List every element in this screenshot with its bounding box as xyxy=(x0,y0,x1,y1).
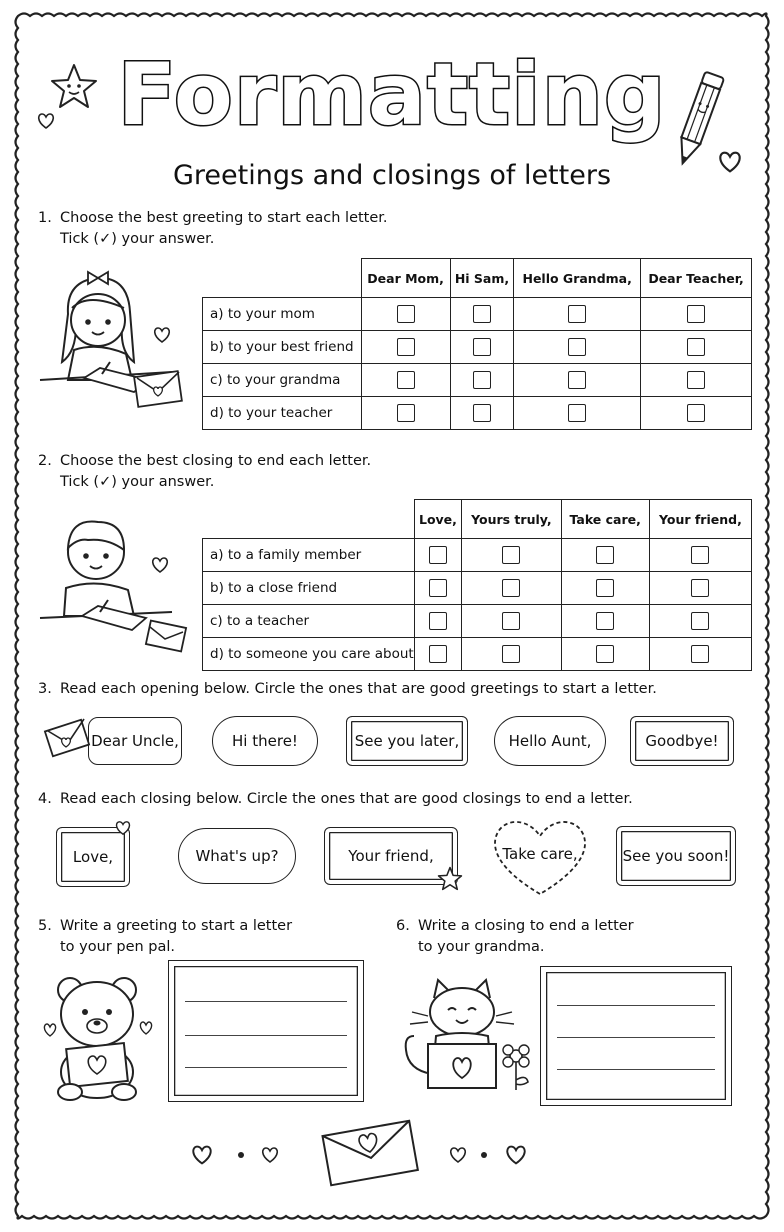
tick-checkbox[interactable] xyxy=(596,612,614,630)
tick-checkbox[interactable] xyxy=(397,305,415,323)
question-2-instruction: Tick (✓) your answer. xyxy=(60,474,215,490)
tick-checkbox[interactable] xyxy=(473,371,491,389)
dot-icon xyxy=(481,1152,487,1158)
column-header: Love, xyxy=(414,500,461,539)
teddy-bear-icon xyxy=(40,970,162,1102)
greeting-option-1[interactable]: Dear Uncle, xyxy=(88,717,182,765)
column-header: Dear Mom, xyxy=(361,259,450,298)
tick-checkbox[interactable] xyxy=(568,371,586,389)
cat-icon xyxy=(392,978,538,1096)
closing-table xyxy=(202,499,752,671)
answer-cell xyxy=(414,572,461,605)
answer-cell xyxy=(561,539,649,572)
tick-checkbox[interactable] xyxy=(429,546,447,564)
tick-checkbox[interactable] xyxy=(596,579,614,597)
tick-checkbox[interactable] xyxy=(502,645,520,663)
question-5-text-2: to your pen pal. xyxy=(60,939,176,955)
closing-option-1[interactable]: Love, xyxy=(56,827,130,887)
tick-checkbox[interactable] xyxy=(596,546,614,564)
row-label: a) to a family member xyxy=(203,539,415,572)
boy-writing-icon xyxy=(38,508,194,658)
closing-writing-box[interactable] xyxy=(540,966,732,1106)
answer-cell xyxy=(641,397,752,430)
answer-cell xyxy=(514,364,641,397)
tick-checkbox[interactable] xyxy=(429,579,447,597)
closing-option-3[interactable]: Your friend, xyxy=(324,827,458,885)
greeting-writing-box[interactable] xyxy=(168,960,364,1102)
column-header: Your friend, xyxy=(649,500,751,539)
tick-checkbox[interactable] xyxy=(596,645,614,663)
table-row xyxy=(203,397,752,430)
question-1-text: Choose the best greeting to start each letter. xyxy=(60,210,388,226)
question-3 xyxy=(38,679,657,700)
greeting-option-2[interactable]: Hi there! xyxy=(212,716,318,766)
question-4-text: Read each closing below. Circle the ones that are good closings to end a letter. xyxy=(60,791,633,807)
answer-cell xyxy=(462,572,561,605)
tick-checkbox[interactable] xyxy=(691,645,709,663)
tick-checkbox[interactable] xyxy=(502,546,520,564)
question-5-text: Write a greeting to start a letter xyxy=(60,918,293,934)
question-number: 5. xyxy=(38,918,52,934)
answer-cell xyxy=(561,605,649,638)
answer-cell xyxy=(561,638,649,671)
question-5 xyxy=(38,916,292,958)
row-label: c) to your grandma xyxy=(203,364,362,397)
envelope-icon xyxy=(42,713,92,763)
tick-checkbox[interactable] xyxy=(429,645,447,663)
closing-option-2[interactable]: What's up? xyxy=(178,828,296,884)
tick-checkbox[interactable] xyxy=(691,579,709,597)
table-row xyxy=(203,605,752,638)
question-number: 6. xyxy=(396,918,410,934)
answer-cell xyxy=(414,539,461,572)
greeting-option-3[interactable]: See you later, xyxy=(346,716,468,766)
page-subtitle: Greetings and closings of letters xyxy=(172,160,612,191)
tick-checkbox[interactable] xyxy=(568,404,586,422)
answer-cell xyxy=(641,298,752,331)
question-6-text-2: to your grandma. xyxy=(418,939,545,955)
heart-icon xyxy=(36,112,56,130)
envelope-icon xyxy=(318,1116,422,1188)
closing-option-5[interactable]: See you soon! xyxy=(616,826,736,886)
tick-checkbox[interactable] xyxy=(687,404,705,422)
heart-icon xyxy=(260,1146,280,1164)
table-row xyxy=(203,364,752,397)
tick-checkbox[interactable] xyxy=(687,338,705,356)
tick-checkbox[interactable] xyxy=(473,305,491,323)
tick-checkbox[interactable] xyxy=(568,338,586,356)
row-label: b) to your best friend xyxy=(203,331,362,364)
answer-cell xyxy=(649,605,751,638)
column-header: Hi Sam, xyxy=(450,259,514,298)
answer-cell xyxy=(414,605,461,638)
answer-cell xyxy=(462,605,561,638)
question-1 xyxy=(38,208,388,250)
answer-cell xyxy=(514,298,641,331)
page-title: Formatting xyxy=(117,45,667,145)
question-4 xyxy=(38,789,633,810)
answer-cell xyxy=(514,397,641,430)
answer-cell xyxy=(450,331,514,364)
heart-icon xyxy=(448,1146,468,1164)
column-header: Dear Teacher, xyxy=(641,259,752,298)
row-label: a) to your mom xyxy=(203,298,362,331)
heart-icon xyxy=(716,150,744,174)
tick-checkbox[interactable] xyxy=(397,338,415,356)
answer-cell xyxy=(450,397,514,430)
tick-checkbox[interactable] xyxy=(568,305,586,323)
table-row xyxy=(203,539,752,572)
tick-checkbox[interactable] xyxy=(397,404,415,422)
answer-cell xyxy=(462,638,561,671)
row-label: d) to someone you care about xyxy=(203,638,415,671)
heart-icon xyxy=(190,1144,214,1166)
star-icon xyxy=(436,866,464,892)
dot-icon xyxy=(238,1152,244,1158)
tick-checkbox[interactable] xyxy=(687,305,705,323)
question-number: 1. xyxy=(38,210,52,226)
answer-cell xyxy=(450,364,514,397)
tick-checkbox[interactable] xyxy=(502,612,520,630)
row-label: b) to a close friend xyxy=(203,572,415,605)
answer-cell xyxy=(361,397,450,430)
question-1-instruction: Tick (✓) your answer. xyxy=(60,231,215,247)
answer-cell xyxy=(462,539,561,572)
answer-cell xyxy=(641,331,752,364)
column-header: Hello Grandma, xyxy=(514,259,641,298)
tick-checkbox[interactable] xyxy=(691,546,709,564)
girl-writing-icon xyxy=(38,262,194,422)
table-row xyxy=(203,331,752,364)
tick-checkbox[interactable] xyxy=(502,579,520,597)
heart-icon xyxy=(114,820,132,836)
answer-cell xyxy=(514,331,641,364)
answer-cell xyxy=(450,298,514,331)
tick-checkbox[interactable] xyxy=(691,612,709,630)
question-6 xyxy=(396,916,634,958)
question-6-text: Write a closing to end a letter xyxy=(418,918,634,934)
question-number: 2. xyxy=(38,453,52,469)
tick-checkbox[interactable] xyxy=(473,338,491,356)
question-number: 4. xyxy=(38,791,52,807)
closing-option-4[interactable]: Take care, xyxy=(502,845,578,863)
answer-cell xyxy=(361,298,450,331)
table-row xyxy=(203,572,752,605)
greeting-table xyxy=(202,258,752,430)
tick-checkbox[interactable] xyxy=(473,404,491,422)
column-header: Yours truly, xyxy=(462,500,561,539)
answer-cell xyxy=(361,364,450,397)
question-2 xyxy=(38,451,371,493)
table-row xyxy=(203,298,752,331)
question-3-text: Read each opening below. Circle the ones that are good greetings to start a letter. xyxy=(60,681,657,697)
row-label: c) to a teacher xyxy=(203,605,415,638)
answer-cell xyxy=(414,638,461,671)
row-label: d) to your teacher xyxy=(203,397,362,430)
answer-cell xyxy=(361,331,450,364)
question-number: 3. xyxy=(38,681,52,697)
greeting-option-5[interactable]: Goodbye! xyxy=(630,716,734,766)
tick-checkbox[interactable] xyxy=(429,612,447,630)
tick-checkbox[interactable] xyxy=(397,371,415,389)
question-2-text: Choose the best closing to end each letter. xyxy=(60,453,372,469)
answer-cell xyxy=(561,572,649,605)
star-icon xyxy=(48,62,100,112)
tick-checkbox[interactable] xyxy=(687,371,705,389)
table-row xyxy=(203,638,752,671)
answer-cell xyxy=(649,638,751,671)
greeting-option-4[interactable]: Hello Aunt, xyxy=(494,716,606,766)
answer-cell xyxy=(649,572,751,605)
answer-cell xyxy=(649,539,751,572)
heart-icon xyxy=(504,1144,528,1166)
answer-cell xyxy=(641,364,752,397)
column-header: Take care, xyxy=(561,500,649,539)
